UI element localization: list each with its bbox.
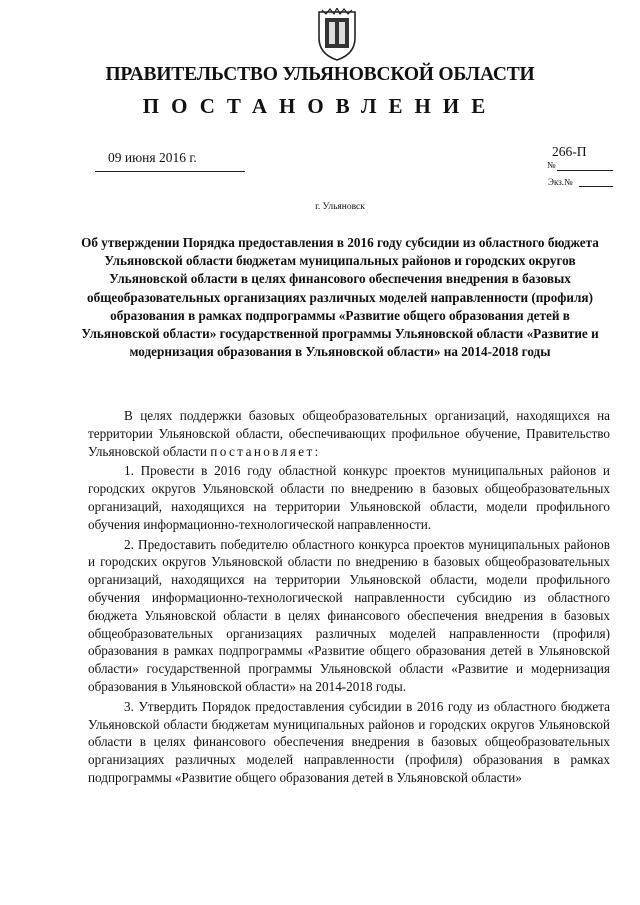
date-underline	[95, 171, 245, 172]
paragraph-1: 1. Провести в 2016 году областной конкурс проектов муниципальных районов и городских округов Ульяновской области по внедрению в базовых общеобразовательных организаций, находящихся на территории Ульяновской области, модели профильного обучения информационно-технологической направленности.	[88, 463, 610, 532]
number-underline	[557, 170, 613, 171]
copy-number-label: Экз.№	[548, 177, 573, 187]
document-title: Об утверждении Порядка предоставления в 2016 году субсидии из областного бюджета Ульяновской области бюджетам муниципальных районов и городских округов Ульяновской области в целях финансового обеспечения внедрения в базовых общеобразовательных организациях различных моделей направленности (профиля) образования в рамках подпрограммы «Развитие общего образования детей в Ульяновской области» государственной программы Ульяновской области «Развитие и модернизация образования в Ульяновской области» на 2014-2018 годы	[81, 235, 599, 360]
number-mark: №	[547, 160, 556, 170]
intro-paragraph	[88, 407, 610, 460]
paragraph-3: 3. Утвердить Порядок предоставления субсидии в 2016 году из областного бюджета Ульяновской области бюджетам муниципальных районов и городских округов Ульяновской области в целях финансового обеспечения внедрения в базовых общеобразовательных организациях различных моделей направленности (профиля) образования в рамках подпрограммы «Развитие общего образования детей в Ульяновской области»	[88, 698, 610, 785]
coat-of-arms-icon	[316, 8, 358, 62]
paragraph-2: 2. Предоставить победителю областного конкурса проектов муниципальных районов и городских округов Ульяновской области по внедрению в базовых общеобразовательных организаций, находящихся на территории Ульяновской области, модели профильного обучения информационно-технологической направленности субсидию из областного бюджета Ульяновской области в целях финансового обеспечения внедрения в базовых общеобразовательных организациях различных моделей направленности (профиля) образования в рамках подпрограммы «Развитие общего образования детей в Ульяновской области» государственной программы Ульяновской области «Развитие и модернизация образования в Ульяновской области» на 2014-2018 годы.	[88, 536, 610, 694]
document-number: 266-П	[552, 144, 587, 159]
copy-number-underline	[579, 186, 613, 187]
intro-text: В целях поддержки базовых общеобразовательных организаций, находящихся на территории Ульяновской области, обеспечивающих профильное обучение, Правительство Ульяновской области	[88, 408, 610, 459]
government-heading: ПРАВИТЕЛЬСТВО УЛЬЯНОВСКОЙ ОБЛАСТИ	[105, 64, 535, 85]
document-body	[88, 407, 610, 789]
document-type: ПОСТАНОВЛЕНИЕ	[142, 94, 498, 118]
decree-word: постановляет:	[210, 443, 321, 459]
document-date: 09 июня 2016 г.	[108, 150, 197, 165]
city: г. Ульяновск	[315, 202, 365, 212]
